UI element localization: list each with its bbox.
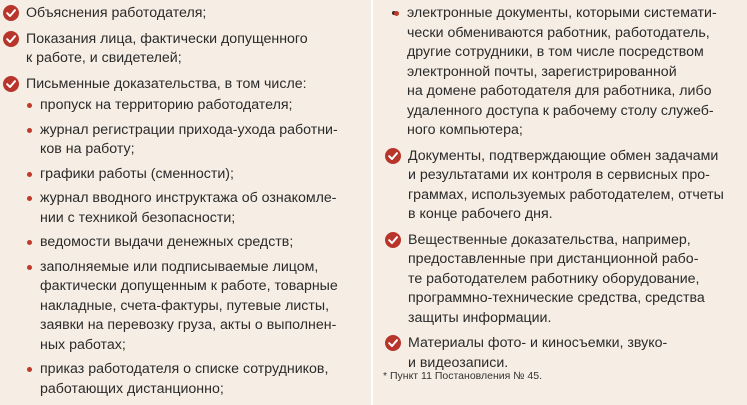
sub-list-item: [40, 189, 370, 228]
item-line: и видеозаписи.: [408, 354, 509, 371]
list-item: [383, 147, 747, 225]
sub-item-line: чески обмениваются работник, работодатель,: [407, 24, 710, 41]
footnote: * Пункт 11 Постановления № 45.: [383, 370, 543, 382]
bullet-dot-icon: [27, 172, 32, 177]
sub-item-line: заполняемые или подписываемые лицом,: [40, 258, 319, 275]
sub-list-item: [40, 258, 370, 356]
bullet-dot-icon: [27, 103, 32, 108]
sub-item-line: нии с техникой безопасности;: [40, 209, 236, 226]
sub-item-line: ведомости выдачи денежных средств;: [40, 234, 294, 250]
check-circle-icon: [385, 232, 401, 248]
bullet-dot-icon: [27, 128, 32, 133]
list-item: [26, 4, 370, 24]
sub-list-item: [40, 360, 370, 399]
sub-item-line: удаленного доступа к рабочему столу служеб-: [407, 102, 714, 119]
item-line: Документы, подтверждающие обмен задачами: [408, 147, 719, 164]
sub-item-line: приказ работодателя о списке сотрудников,: [40, 361, 329, 377]
left-column: [0, 0, 370, 405]
sub-item-line: ков на работу;: [40, 141, 135, 157]
list-item: [383, 334, 747, 373]
item-line: к работе, и свидетелей;: [26, 50, 182, 66]
check-circle-icon: [385, 335, 401, 351]
list-item: [383, 231, 747, 329]
sub-item-line: ного компьютера;: [407, 122, 523, 138]
sub-item-line: фактически допущенным к работе, товарные: [40, 278, 338, 294]
continued-sub-list: [407, 4, 747, 141]
sub-list-item: [40, 121, 370, 160]
sub-item-line: журнал регистрации прихода-ухода работни-: [40, 121, 338, 138]
item-line: Материалы фото- и киносъемки, звуко-: [408, 335, 668, 351]
bullet-dot-icon: [27, 367, 32, 372]
column-divider: [371, 0, 373, 405]
right-column: [383, 0, 747, 379]
sub-item-line: журнал вводного инструктажа об ознакомле-: [40, 190, 337, 206]
sub-list-item: [40, 96, 370, 116]
item-line: защиты информации.: [408, 309, 552, 326]
list-item: [26, 30, 370, 69]
sub-list-item: [40, 233, 370, 253]
bullet-dot-icon: [27, 196, 32, 201]
item-line: в конце рабочего дня.: [408, 206, 553, 222]
bullet-dot-icon: [27, 265, 32, 270]
item-line: и результатами их контроля в сервисных про-: [408, 167, 710, 183]
sub-list: [40, 96, 370, 399]
bullet-dot-icon: [394, 11, 399, 16]
sub-item-line: заявки на перевозку груза, акты о выполнен-: [40, 317, 337, 333]
check-circle-icon: [385, 148, 401, 164]
sub-list-item: [407, 4, 747, 141]
sub-item-line: графики работы (сменности);: [40, 165, 234, 182]
sub-item-line: накладные, счета-фактуры, путевые листы,: [40, 297, 330, 314]
sub-item-line: ных работах;: [40, 336, 126, 353]
check-circle-icon: [3, 31, 19, 47]
sub-item-line: работающих дистанционно;: [40, 380, 224, 397]
item-line: Вещественные доказательства, например,: [408, 231, 691, 248]
item-line: Показания лица, фактически допущенного: [26, 30, 308, 47]
sub-list-item: [40, 165, 370, 185]
item-line: те работодателем работнику оборудование,: [408, 270, 700, 287]
check-circle-icon: [3, 5, 19, 21]
sub-item-line: • электронные документы, которыми системати-: [407, 5, 717, 21]
check-circle-icon: [3, 76, 19, 92]
sub-item-line: электронной почты, зарегистрированной: [407, 63, 677, 80]
item-line: предоставленные при дистанционной рабо-: [408, 251, 699, 267]
item-line: Объяснения работодателя;: [26, 5, 207, 21]
sub-item-line: пропуск на территорию работодателя;: [40, 97, 293, 113]
bullet-dot-icon: [27, 240, 32, 245]
sub-item-line: другие сотрудники, в том числе посредством: [407, 44, 704, 60]
item-line: программно-технические средства, средства: [408, 290, 705, 306]
item-line: граммах, используемых работодателем, отчеты: [408, 186, 724, 203]
sub-item-line: на домене работодателя для работника, либо: [407, 83, 712, 99]
item-line: Письменные доказательства, в том числе:: [26, 75, 307, 92]
list-item: [26, 75, 370, 400]
